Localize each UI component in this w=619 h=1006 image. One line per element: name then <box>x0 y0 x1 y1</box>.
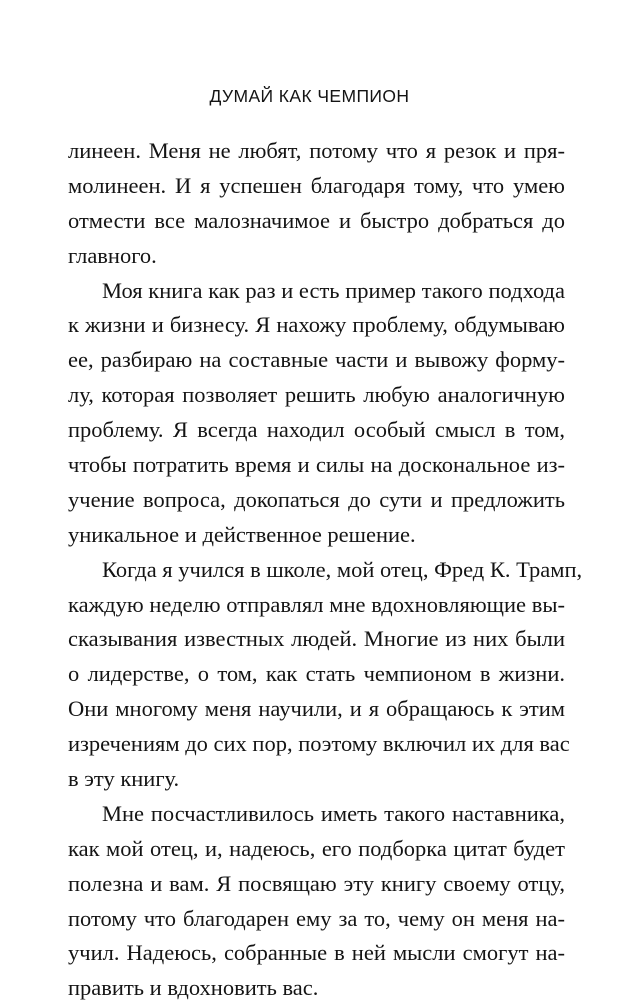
text-line: изречениям до сих пор, поэтому включил их для вас <box>68 731 570 757</box>
text-line: линеен. Меня не любят, потому что я резок и пря- <box>68 138 565 163</box>
paragraph-1 <box>68 134 565 274</box>
text-line: потому что благодарен ему за то, чему он меня на- <box>68 905 565 931</box>
text-line: учил. Надеюсь, собранные в ней мысли смогут на- <box>68 940 565 966</box>
running-head: ДУМАЙ КАК ЧЕМПИОН <box>209 86 410 106</box>
text-line: отмести все малозначимое и быстро добраться до <box>68 207 565 233</box>
text-line: о лидерстве, о том, как стать чемпионом в жизни. <box>68 661 565 687</box>
text-line: каждую неделю отправлял мне вдохновляющие вы- <box>68 591 565 617</box>
text-line: лу, которая позволяет решить любую аналогичную <box>68 382 565 408</box>
text-line: Когда я учился в школе, мой отец, Фред К. Трамп, <box>102 556 583 582</box>
text-line: Они многому меня научили, и я обращаюсь к этим <box>68 696 565 722</box>
paragraph-3 <box>68 553 583 797</box>
text-line: чтобы потратить время и силы на доскональное из- <box>68 452 565 478</box>
text-line: ее, разбираю на составные части и вывожу форму- <box>68 347 565 373</box>
text-line: править и вдохновить вас. <box>68 975 319 1001</box>
text-line: Моя книга как раз и есть пример такого подхода <box>102 277 565 303</box>
paragraph-2 <box>68 274 565 553</box>
text-line: полезна и вам. Я посвящаю эту книгу своему отцу, <box>68 870 565 896</box>
text-line: в эту книгу. <box>68 766 180 792</box>
text-line: к жизни и бизнесу. Я нахожу проблему, обдумываю <box>68 312 565 338</box>
text-line: как мой отец, и, надеюсь, его подборка цитат будет <box>68 835 565 861</box>
text-line: уникальное и действенное решение. <box>68 521 416 547</box>
text-line: главного. <box>68 242 157 268</box>
text-line: сказывания известных людей. Многие из них были <box>68 626 565 652</box>
body-text <box>68 134 583 1006</box>
text-line: молинеен. И я успешен благодаря тому, что умею <box>68 172 565 198</box>
text-line: Мне посчастливилось иметь такого наставника, <box>102 800 565 826</box>
text-line: проблему. Я всегда находил особый смысл в том, <box>68 417 565 443</box>
paragraph-4 <box>68 797 565 1006</box>
text-line: учение вопроса, докопаться до сути и предложить <box>68 486 565 512</box>
